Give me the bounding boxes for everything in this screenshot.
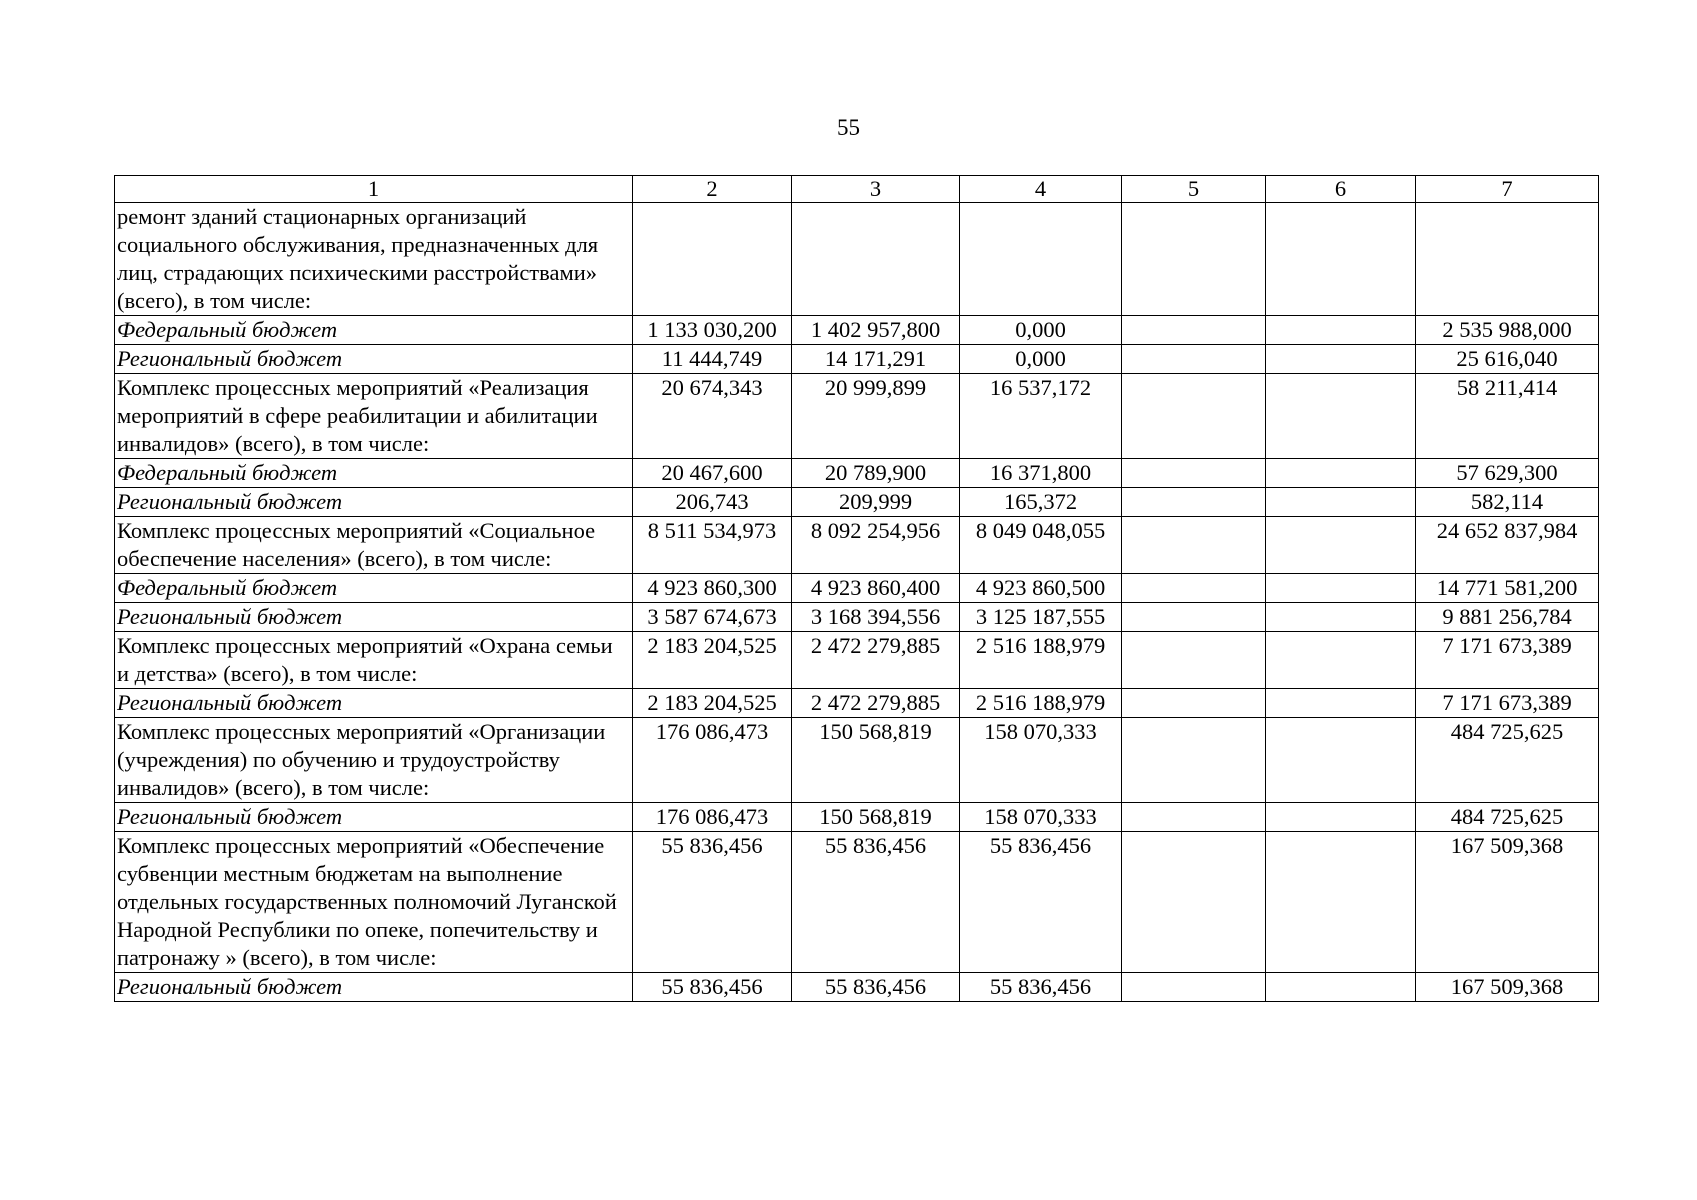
value-cell: 3 125 187,555 (960, 603, 1122, 632)
value-cell: 24 652 837,984 (1416, 517, 1599, 574)
table-row (115, 459, 1599, 488)
budget-source-label: Региональный бюджет (115, 488, 633, 517)
value-cell (1122, 517, 1266, 574)
value-cell: 0,000 (960, 345, 1122, 374)
table-row (115, 973, 1599, 1002)
value-cell: 167 509,368 (1416, 973, 1599, 1002)
value-cell: 8 092 254,956 (792, 517, 960, 574)
program-label: ремонт зданий стационарных организаций социального обслуживания, предназначенных для лиц, страдающих психическими расстройствами» (всего), в том числе: (115, 203, 633, 316)
value-cell (1266, 574, 1416, 603)
value-cell (1416, 203, 1599, 316)
value-cell: 58 211,414 (1416, 374, 1599, 459)
value-cell: 167 509,368 (1416, 832, 1599, 973)
column-header: 1 (115, 176, 633, 203)
value-cell (1122, 632, 1266, 689)
budget-table (114, 175, 1599, 1002)
value-cell (1122, 345, 1266, 374)
value-cell: 55 836,456 (633, 973, 792, 1002)
value-cell (1266, 517, 1416, 574)
value-cell: 20 789,900 (792, 459, 960, 488)
column-header: 7 (1416, 176, 1599, 203)
table-header-row (115, 176, 1599, 203)
value-cell: 2 472 279,885 (792, 689, 960, 718)
value-cell: 3 587 674,673 (633, 603, 792, 632)
value-cell (1122, 574, 1266, 603)
value-cell (1122, 973, 1266, 1002)
table-row (115, 517, 1599, 574)
value-cell (1122, 803, 1266, 832)
value-cell: 55 836,456 (960, 973, 1122, 1002)
value-cell: 55 836,456 (792, 832, 960, 973)
value-cell: 2 516 188,979 (960, 689, 1122, 718)
program-label: Комплекс процессных мероприятий «Охрана семьи и детства» (всего), в том числе: (115, 632, 633, 689)
budget-source-label: Федеральный бюджет (115, 574, 633, 603)
value-cell: 4 923 860,400 (792, 574, 960, 603)
value-cell: 4 923 860,300 (633, 574, 792, 603)
value-cell: 14 771 581,200 (1416, 574, 1599, 603)
column-header: 5 (1122, 176, 1266, 203)
value-cell (1122, 689, 1266, 718)
budget-source-label: Региональный бюджет (115, 689, 633, 718)
value-cell (1266, 488, 1416, 517)
value-cell: 9 881 256,784 (1416, 603, 1599, 632)
table-row (115, 316, 1599, 345)
value-cell: 158 070,333 (960, 803, 1122, 832)
table-row (115, 832, 1599, 973)
table-row (115, 689, 1599, 718)
budget-source-label: Федеральный бюджет (115, 459, 633, 488)
table-row (115, 803, 1599, 832)
value-cell (1266, 973, 1416, 1002)
value-cell (1266, 718, 1416, 803)
value-cell: 11 444,749 (633, 345, 792, 374)
value-cell: 2 516 188,979 (960, 632, 1122, 689)
value-cell (1266, 374, 1416, 459)
table-row (115, 718, 1599, 803)
value-cell: 206,743 (633, 488, 792, 517)
page-number: 55 (837, 115, 860, 140)
value-cell: 582,114 (1416, 488, 1599, 517)
value-cell (633, 203, 792, 316)
value-cell (1266, 632, 1416, 689)
value-cell (1122, 459, 1266, 488)
value-cell (1266, 603, 1416, 632)
value-cell: 4 923 860,500 (960, 574, 1122, 603)
value-cell (960, 203, 1122, 316)
value-cell: 55 836,456 (960, 832, 1122, 973)
value-cell: 158 070,333 (960, 718, 1122, 803)
table-row (115, 632, 1599, 689)
value-cell: 2 472 279,885 (792, 632, 960, 689)
value-cell: 2 183 204,525 (633, 632, 792, 689)
value-cell: 484 725,625 (1416, 803, 1599, 832)
value-cell (1266, 803, 1416, 832)
table-row (115, 345, 1599, 374)
value-cell (1266, 459, 1416, 488)
value-cell (1122, 603, 1266, 632)
value-cell: 16 537,172 (960, 374, 1122, 459)
value-cell (1266, 345, 1416, 374)
value-cell: 0,000 (960, 316, 1122, 345)
program-label: Комплекс процессных мероприятий «Обеспечение субвенции местным бюджетам на выполнение отдельных государственных полномочий Луганской Народной Республики по опеке, попечительству и патронажу » (всего), в том числе: (115, 832, 633, 973)
value-cell (1266, 832, 1416, 973)
value-cell: 150 568,819 (792, 718, 960, 803)
value-cell: 14 171,291 (792, 345, 960, 374)
value-cell: 165,372 (960, 488, 1122, 517)
value-cell: 57 629,300 (1416, 459, 1599, 488)
budget-source-label: Региональный бюджет (115, 345, 633, 374)
value-cell: 3 168 394,556 (792, 603, 960, 632)
table-row (115, 488, 1599, 517)
value-cell (1122, 374, 1266, 459)
value-cell (792, 203, 960, 316)
value-cell: 1 402 957,800 (792, 316, 960, 345)
value-cell (1266, 689, 1416, 718)
value-cell: 16 371,800 (960, 459, 1122, 488)
value-cell: 7 171 673,389 (1416, 632, 1599, 689)
column-header: 3 (792, 176, 960, 203)
table-row (115, 203, 1599, 316)
value-cell: 20 999,899 (792, 374, 960, 459)
budget-source-label: Региональный бюджет (115, 973, 633, 1002)
value-cell: 176 086,473 (633, 803, 792, 832)
value-cell (1122, 316, 1266, 345)
value-cell: 55 836,456 (792, 973, 960, 1002)
value-cell: 2 183 204,525 (633, 689, 792, 718)
value-cell: 1 133 030,200 (633, 316, 792, 345)
value-cell: 20 674,343 (633, 374, 792, 459)
budget-source-label: Региональный бюджет (115, 803, 633, 832)
value-cell: 484 725,625 (1416, 718, 1599, 803)
value-cell (1122, 832, 1266, 973)
value-cell (1122, 203, 1266, 316)
value-cell (1122, 488, 1266, 517)
value-cell: 7 171 673,389 (1416, 689, 1599, 718)
table-row (115, 574, 1599, 603)
program-label: Комплекс процессных мероприятий «Социальное обеспечение населения» (всего), в том числе: (115, 517, 633, 574)
value-cell: 209,999 (792, 488, 960, 517)
table-row (115, 603, 1599, 632)
value-cell (1266, 203, 1416, 316)
value-cell: 176 086,473 (633, 718, 792, 803)
value-cell: 8 511 534,973 (633, 517, 792, 574)
column-header: 4 (960, 176, 1122, 203)
column-header: 6 (1266, 176, 1416, 203)
program-label: Комплекс процессных мероприятий «Организации (учреждения) по обучению и трудоустройству инвалидов» (всего), в том числе: (115, 718, 633, 803)
column-header: 2 (633, 176, 792, 203)
value-cell: 150 568,819 (792, 803, 960, 832)
budget-source-label: Федеральный бюджет (115, 316, 633, 345)
budget-source-label: Региональный бюджет (115, 603, 633, 632)
value-cell: 25 616,040 (1416, 345, 1599, 374)
program-label: Комплекс процессных мероприятий «Реализация мероприятий в сфере реабилитации и абилитации инвалидов» (всего), в том числе: (115, 374, 633, 459)
value-cell: 20 467,600 (633, 459, 792, 488)
value-cell (1122, 718, 1266, 803)
value-cell: 8 049 048,055 (960, 517, 1122, 574)
value-cell: 2 535 988,000 (1416, 316, 1599, 345)
value-cell: 55 836,456 (633, 832, 792, 973)
table-row (115, 374, 1599, 459)
value-cell (1266, 316, 1416, 345)
